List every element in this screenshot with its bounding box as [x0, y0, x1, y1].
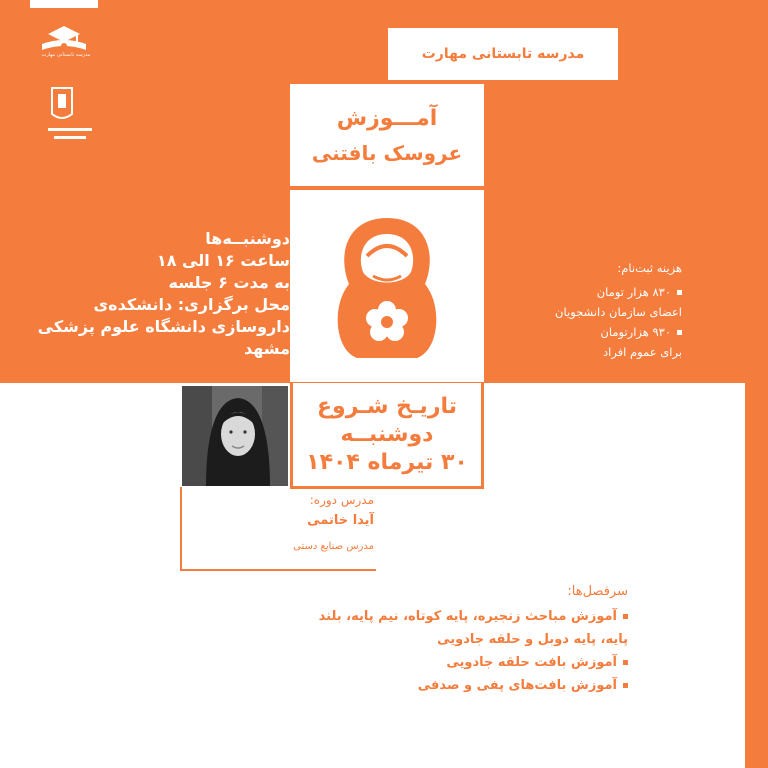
instructor-name: آیدا خاتمی [307, 513, 374, 528]
school-name: مدرسه تابستانی مهارت [421, 46, 585, 62]
bullet-icon [623, 614, 628, 619]
instructor-photo [182, 386, 288, 486]
syllabus-item-1-cont: پایه، پایه دوبل و حلقه جادویی [437, 632, 628, 647]
doll-illustration-box [290, 190, 484, 382]
orange-right-strip [746, 383, 768, 768]
fee-item-2 [486, 322, 682, 342]
start-date-label: تاریـخ شـروع [316, 393, 458, 419]
syllabus-title: سرفصل‌ها: [567, 584, 628, 599]
syllabus-item-3 [282, 674, 628, 697]
instructor-title: مدرس صنایع دستی [293, 541, 374, 552]
start-date-value: ۳۰ تیرماه ۱۴۰۴ [306, 449, 468, 475]
school-name-box [388, 28, 618, 80]
bullet-icon [677, 290, 682, 295]
fee-item-2-group: برای عموم افراد [603, 345, 682, 359]
syllabus-item-2 [282, 651, 628, 674]
schedule-day: دوشنبــه‌ها [205, 229, 290, 248]
fees-title: هزینه ثبت‌نام: [617, 261, 682, 275]
school-logo-caption: مدرسه تابستانی مهارت [41, 52, 91, 58]
registration-fees [486, 258, 682, 362]
instructor-info-box [180, 487, 376, 571]
venue-line3: مشهد [244, 339, 290, 358]
start-date-day: دوشنبــه [340, 421, 434, 447]
start-date-box [290, 383, 484, 489]
course-title-line1: آمـــوزش [336, 105, 438, 131]
outline-divider [745, 383, 747, 768]
fee-item-1-amount: ۸۳۰ هزار تومان [596, 285, 671, 299]
schedule-duration: به مدت ۶ جلسه [168, 273, 290, 292]
schedule-time: ساعت ۱۶ الی ۱۸ [156, 251, 290, 270]
venue-line2: داروسازی دانشگاه علوم پزشکی [37, 317, 290, 336]
course-title-box [290, 84, 484, 186]
top-white-bar [30, 0, 98, 8]
bullet-icon [677, 330, 682, 335]
instructor-label: مدرس دوره: [309, 493, 374, 507]
fee-item-2-amount: ۹۳۰ هزارتومان [600, 325, 671, 339]
course-title-line2: عروسک بافتنی [311, 140, 463, 165]
schedule-info [37, 228, 290, 360]
matryoshka-doll-icon [327, 214, 447, 360]
syllabus [282, 580, 628, 697]
bullet-icon [623, 683, 628, 688]
fee-item-1 [486, 282, 682, 302]
syllabus-item-1 [282, 605, 628, 628]
syllabus-item-1-text: آموزش مباحث زنجیره، پایه کوتاه، نیم پایه، بلند [318, 609, 617, 624]
syllabus-item-2-text: آموزش بافت حلقه جادویی [446, 655, 617, 670]
fee-item-1-group: اعضای سازمان دانشجویان [555, 305, 682, 319]
venue-label: محل برگزاری: دانشکده‌ی [93, 295, 290, 314]
bullet-icon [623, 660, 628, 665]
university-logo-icon [40, 84, 100, 148]
syllabus-item-3-text: آموزش بافت‌های پفی و صدفی [417, 678, 617, 693]
instructor-portrait-icon [182, 386, 288, 486]
